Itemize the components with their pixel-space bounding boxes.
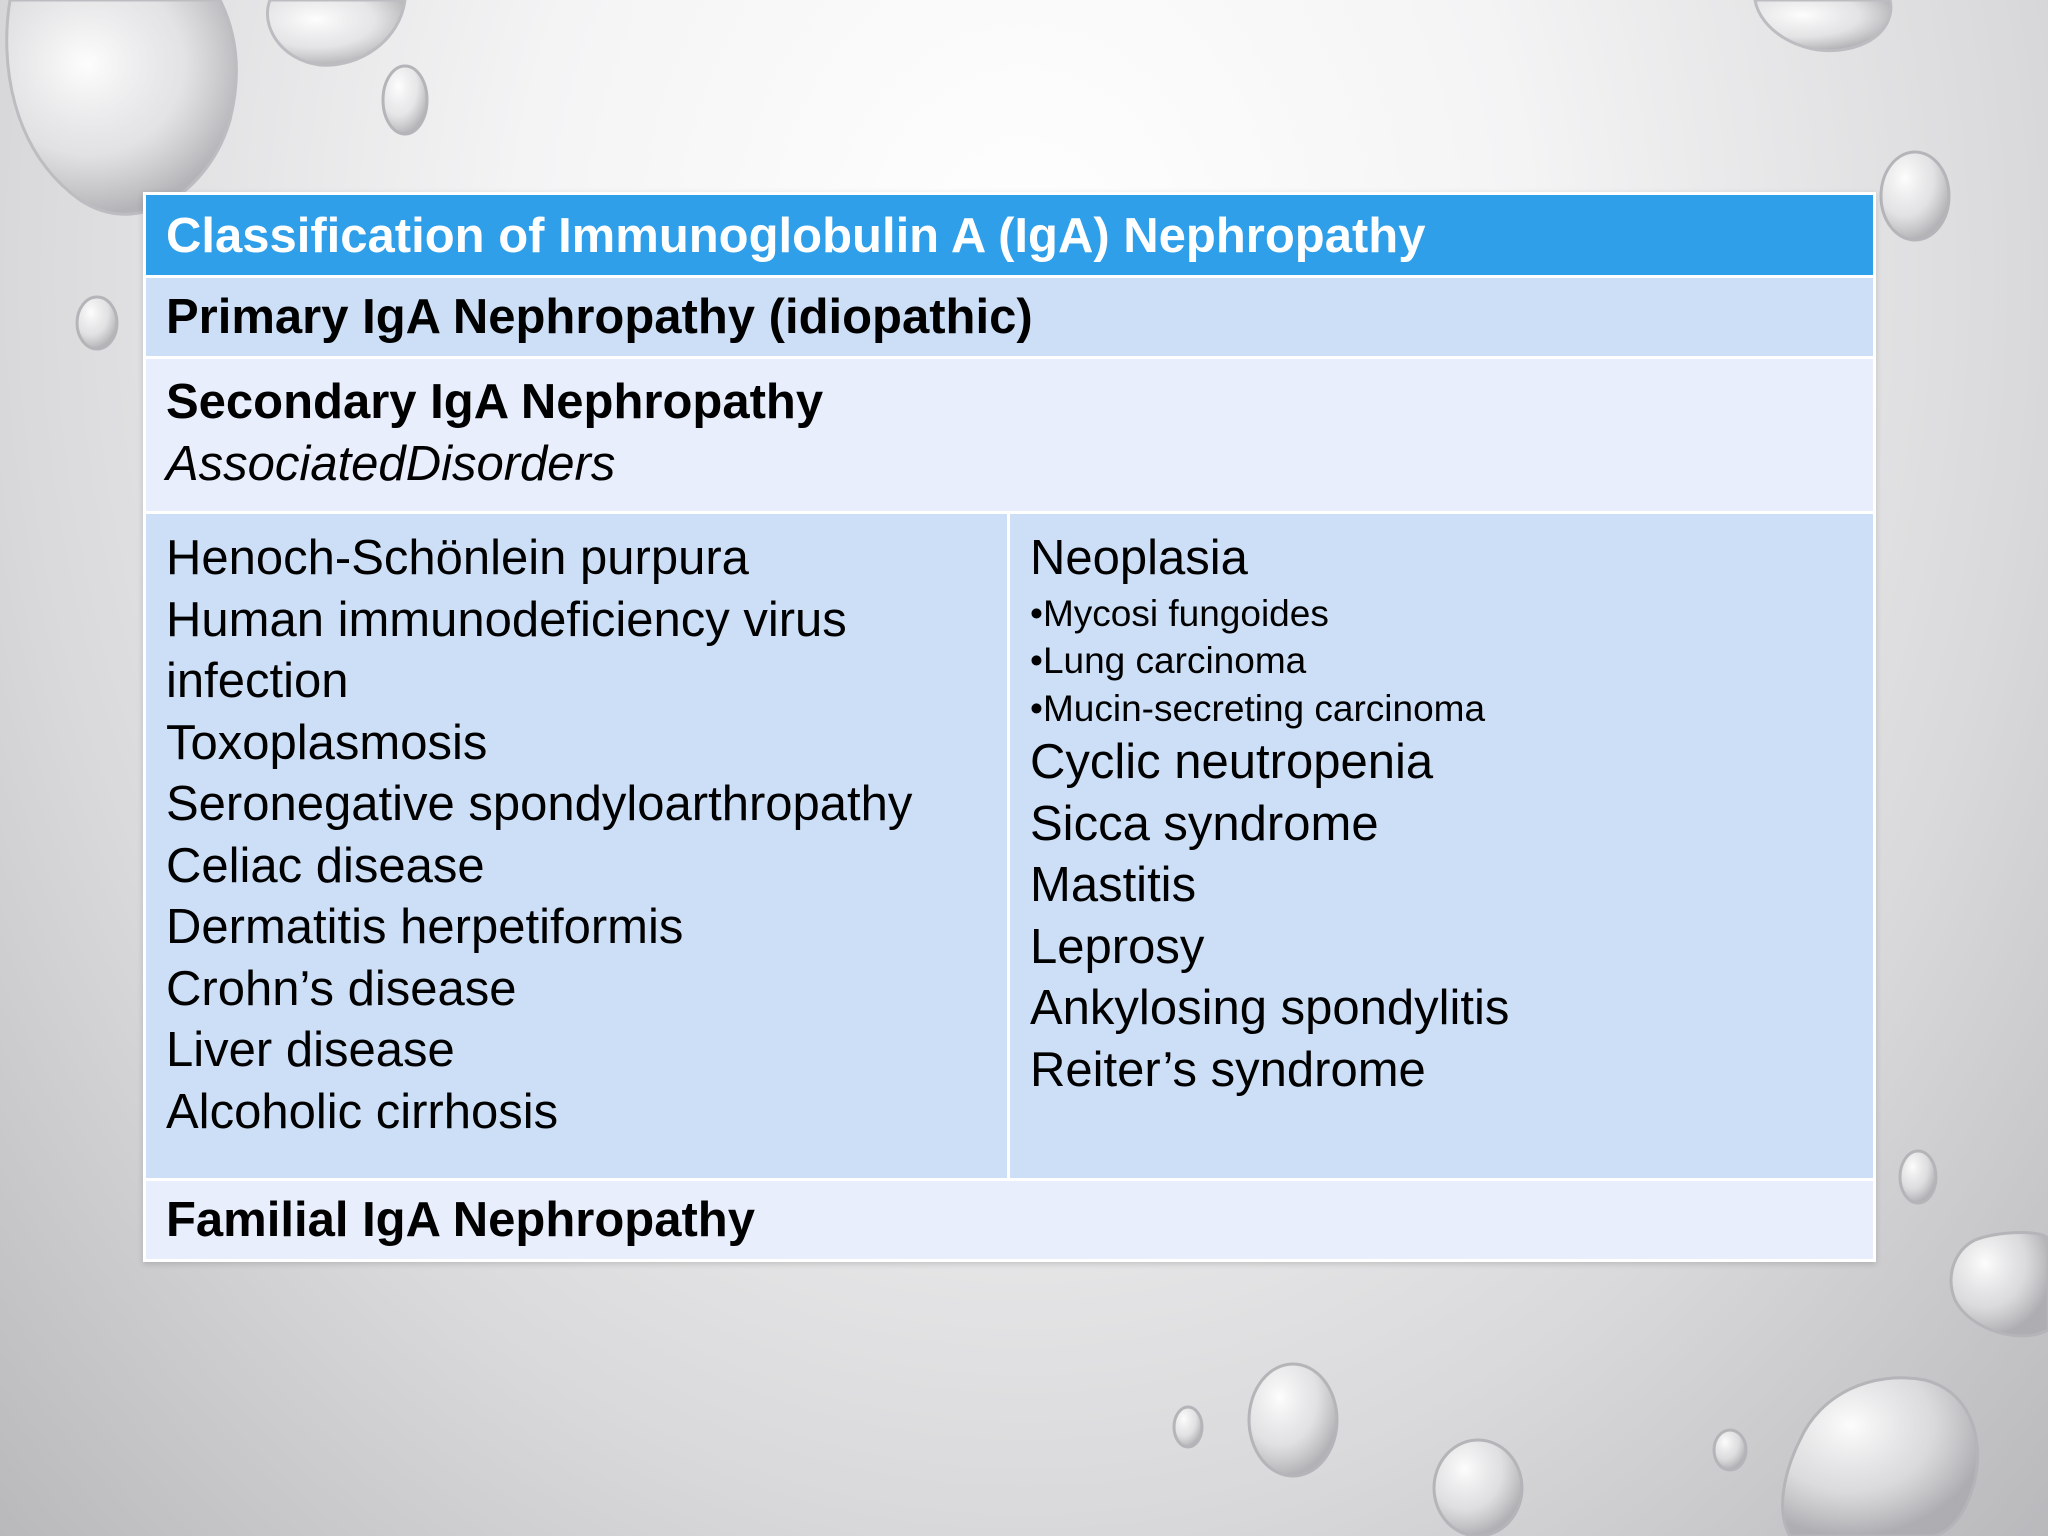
list-item: Liver disease [166, 1023, 455, 1077]
primary-row [145, 277, 1875, 358]
drop-top-left-medium [267, 0, 405, 65]
drop-bottom-right-large [1783, 1378, 1978, 1536]
secondary-heading: Secondary IgA Nephropathy [166, 375, 824, 429]
list-item: Ankylosing spondylitis [1030, 981, 1510, 1035]
list-item: Cyclic neutropenia [1030, 735, 1434, 789]
primary-heading: Primary IgA Nephropathy (idiopathic) [145, 277, 1875, 358]
neoplasia-subitem: •Mycosi fungoides [1030, 592, 1329, 634]
list-item: Crohn’s disease [166, 961, 517, 1016]
list-item: Mastitis [1030, 858, 1197, 912]
secondary-subheading: AssociatedDisorders [166, 437, 616, 491]
list-item: Sicca syndrome [1030, 796, 1379, 851]
drop-bottom-mid-3 [1434, 1440, 1522, 1536]
familial-heading: Familial IgA Nephropathy [145, 1180, 1875, 1261]
list-item: Celiac disease [166, 838, 485, 893]
list-item: Reiter’s syndrome [1030, 1042, 1426, 1097]
list-item: Dermatitis herpetiformis [166, 900, 684, 954]
classification-table [143, 192, 1876, 1262]
list-item: Human immunodeficiency virus [166, 592, 847, 647]
list-item: infection [166, 654, 349, 708]
drop-bottom-right-small [1714, 1430, 1746, 1470]
list-item: Toxoplasmosis [166, 715, 488, 770]
drop-top-left-small [383, 66, 427, 134]
right-disorders-list [1009, 513, 1875, 1180]
list-item: Henoch-Schönlein purpura [166, 531, 749, 585]
associated-disorders-row [145, 513, 1875, 1180]
drop-top-right [1755, 0, 1891, 51]
neoplasia-heading: Neoplasia [1030, 531, 1248, 585]
list-item: Alcoholic cirrhosis [166, 1084, 559, 1139]
drop-left-small [77, 297, 117, 349]
drop-top-left-large [7, 0, 237, 214]
secondary-row [145, 358, 1875, 513]
table-title-row [145, 194, 1875, 277]
left-disorders-list [145, 513, 1009, 1180]
drop-right-upper [1881, 152, 1949, 240]
drop-right-mid [1900, 1151, 1936, 1203]
list-item: Seronegative spondyloarthropathy [166, 777, 913, 831]
drop-bottom-mid-1 [1249, 1364, 1337, 1476]
familial-row [145, 1180, 1875, 1261]
drop-bottom-mid-2 [1174, 1407, 1202, 1447]
neoplasia-subitem: •Lung carcinoma [1030, 640, 1307, 681]
drop-right-lower [1951, 1233, 2048, 1336]
secondary-cell [145, 358, 1875, 513]
list-item: Leprosy [1030, 919, 1205, 974]
table-title: Classification of Immunoglobulin A (IgA) Nephropathy [145, 194, 1875, 277]
neoplasia-subitem: •Mucin-secreting carcinoma [1030, 687, 1486, 729]
